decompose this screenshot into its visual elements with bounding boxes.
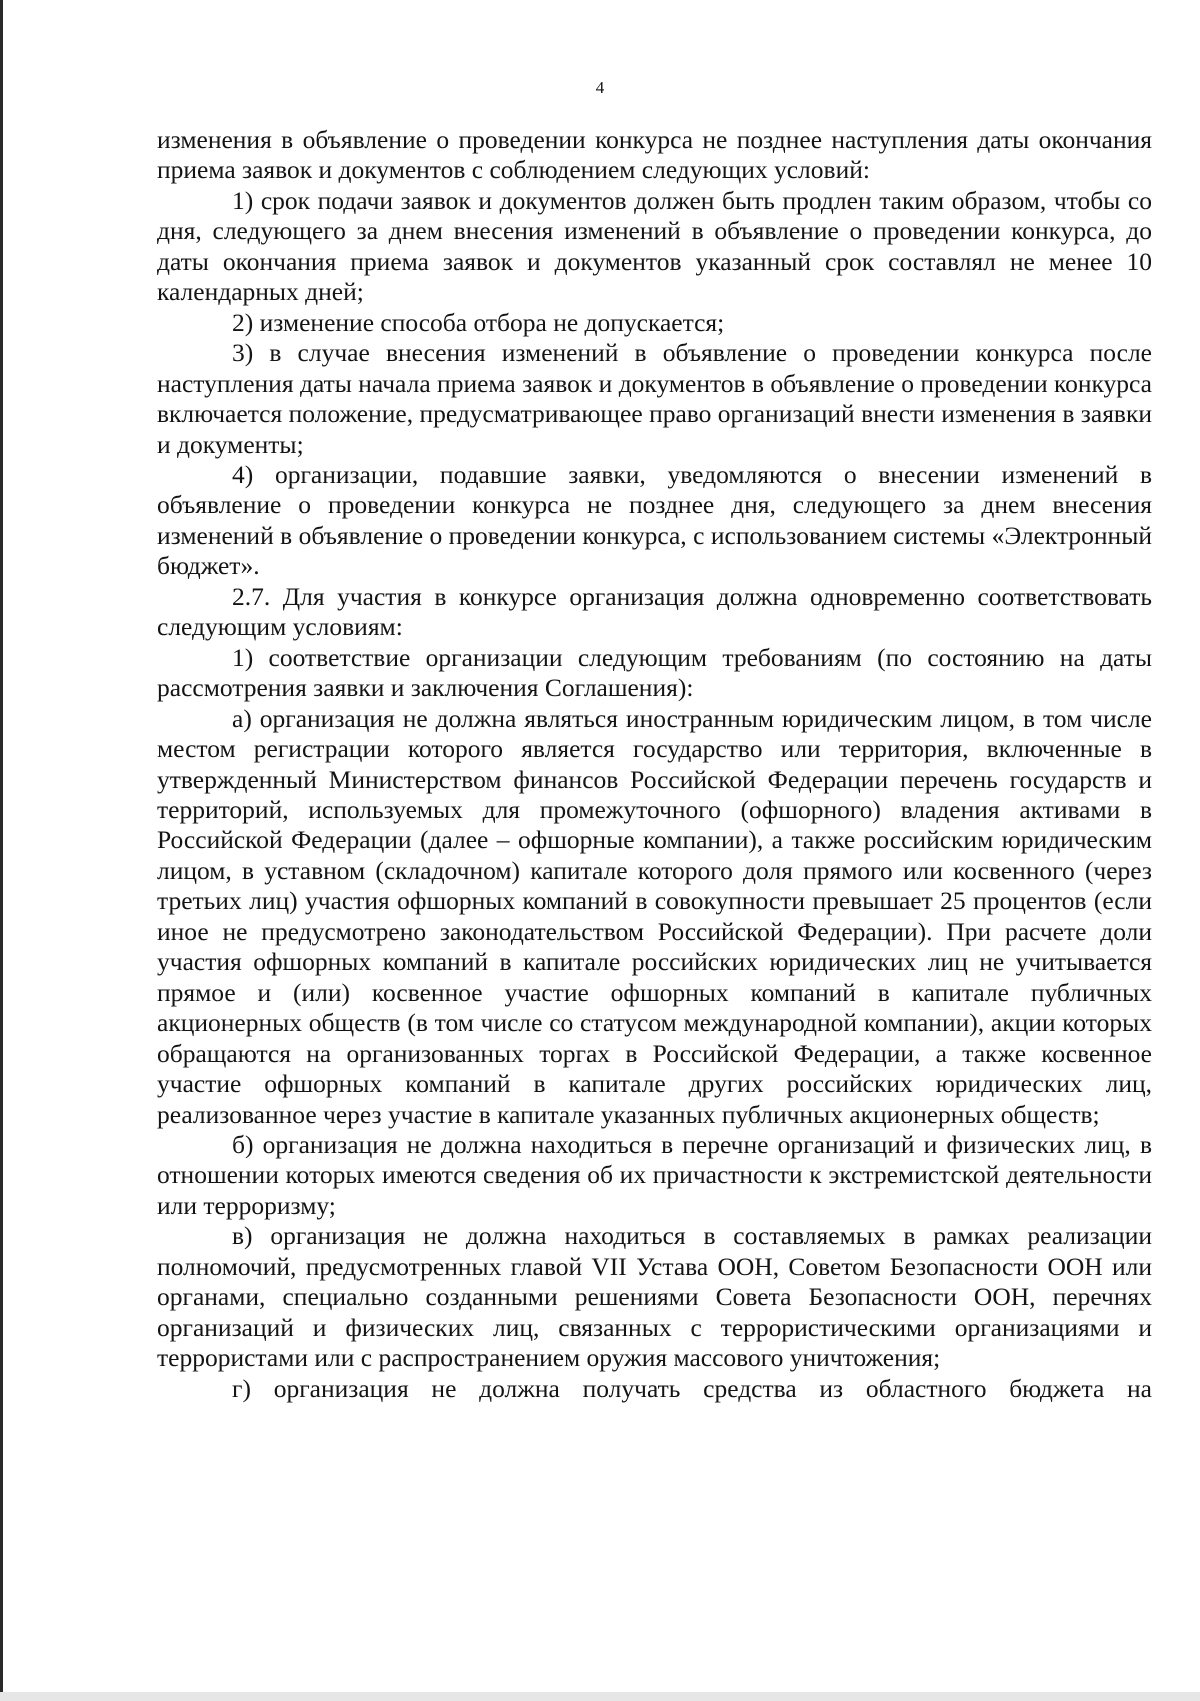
paragraph-section-2-7: 2.7. Для участия в конкурсе организация должна одновременно соответствовать следующим условиям: <box>157 581 1152 642</box>
paragraph-item-2: 2) изменение способа отбора не допускается; <box>232 307 725 337</box>
paragraph-subitem-a: а) организация не должна являться иностранным юридическим лицом, в том числе местом регистрации которого является государство или территория, включенные в утвержденный Министерством финансов Российской Федерации перечень государств и территорий, используемых для промежуточного (офшорного) владения активами в Российской Федерации (далее – офшорные компании), а также российским юридическим лицом, в уставном (складочном) капитале которого доля прямого или косвенного (через третьих лиц) участия офшорных компаний в совокупности превышает 25 процентов (если иное не предусмотрено законодательством Российской Федерации). При расчете доли участия офшорных компаний в капитале российских юридических лиц не учитывается прямое и (или) косвенное участие офшорных компаний в капитале публичных акционерных обществ (в том числе со статусом международной компании), акции которых обращаются на организованных торгах в Российской Федерации, а также косвенное участие офшорных компаний в капитале других российских юридических лиц, реализованное через участие в капитале указанных публичных акционерных обществ; <box>157 703 1152 1129</box>
paragraph-subitem-g: г) организация не должна получать средства из областного бюджета на <box>232 1373 1152 1403</box>
paragraph-item-3: 3) в случае внесения изменений в объявление о проведении конкурса после наступления даты начала приема заявок и документов в объявление о проведении конкурса включается положение, предусматривающее право организаций внести изменения в заявки и документы; <box>157 338 1152 459</box>
paragraph-item-4: 4) организации, подавшие заявки, уведомляются о внесении изменений в объявление о проведении конкурса не позднее дня, следующего за днем внесения изменений в объявление о проведении конкурса, с использованием системы «Электронный бюджет». <box>157 459 1152 581</box>
paragraph-item-1: 1) срок подачи заявок и документов должен быть продлен таким образом, чтобы со дня, следующего за днем внесения изменений в объявление о проведении конкурса, до даты окончания приема заявок и документов указанный срок составлял не менее 10 календарных дней; <box>157 185 1152 307</box>
document-body <box>157 125 1152 1404</box>
paragraph-continuation: изменения в объявление о проведении конкурса не позднее наступления даты окончания приема заявок и документов с соблюдением следующих условий: <box>157 125 1152 185</box>
paragraph-condition-1: 1) соответствие организации следующим требованиям (по состоянию на даты рассмотрения заявки и заключения Соглашения): <box>157 642 1152 703</box>
paragraph-subitem-v: в) организация не должна находиться в составляемых в рамках реализации полномочий, предусмотренных главой VII Устава ООН, Советом Безопасности ООН или органами, специально созданными решениями Совета Безопасности ООН, перечнях организаций и физических лиц, связанных с террористическими организациями и террористами или с распространением оружия массового уничтожения; <box>157 1221 1152 1373</box>
page-bottom-edge <box>0 1692 1200 1701</box>
page-number: 4 <box>595 78 605 97</box>
paragraph-subitem-b: б) организация не должна находиться в перечне организаций и физических лиц, в отношении которых имеются сведения об их причастности к экстремистской деятельности или терроризму; <box>157 1129 1152 1220</box>
page-left-edge <box>0 0 3 1701</box>
